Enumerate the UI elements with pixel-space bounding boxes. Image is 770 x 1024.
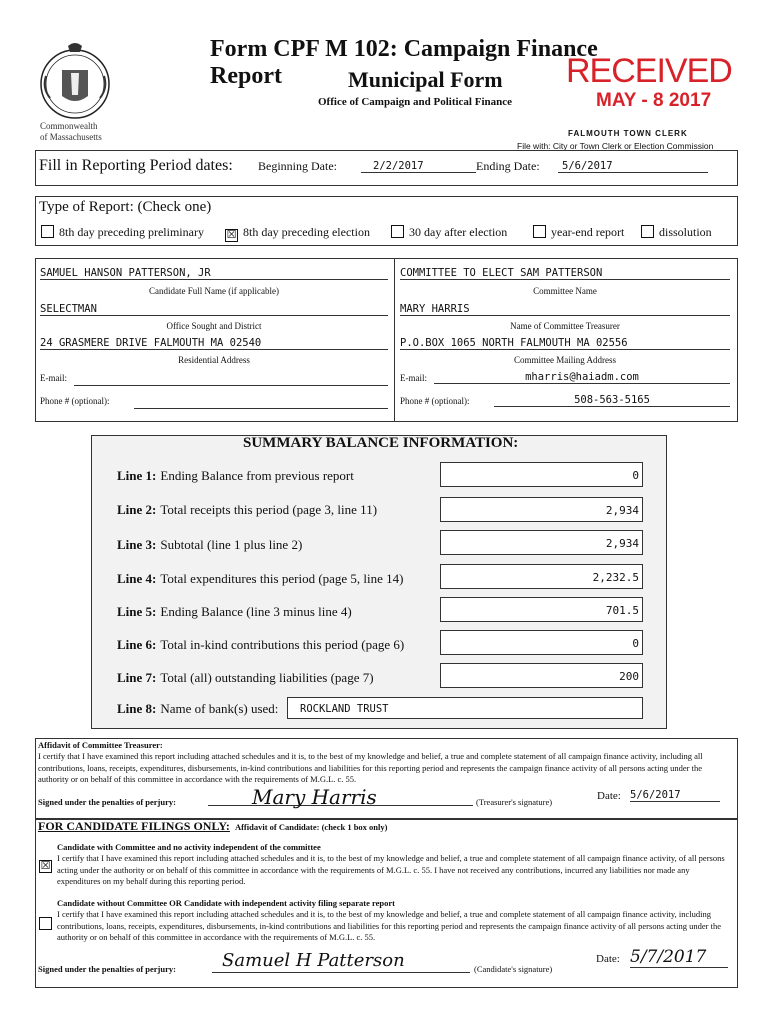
report-type-box <box>35 196 738 246</box>
report-type-option[interactable]: dissolution <box>641 225 712 240</box>
candidate-name-field[interactable]: SAMUEL HANSON PATTERSON, JR <box>40 267 388 280</box>
summary-value[interactable]: 200 <box>440 663 643 688</box>
summary-line: Line 5: Ending Balance (line 3 minus line 4) <box>117 604 352 619</box>
bank-name-field[interactable]: ROCKLAND TRUST <box>287 697 643 719</box>
summary-line: Line 1: Ending Balance from previous report <box>117 468 354 483</box>
treasurer-signature-caption: (Treasurer's signature) <box>476 797 553 807</box>
summary-line: Line 4: Total expenditures this period (page 5, line 14) <box>117 571 404 586</box>
treasurer-affidavit-heading: Affidavit of Committee Treasurer: <box>38 740 163 750</box>
begin-date-field[interactable]: 2/2/2017 <box>361 160 476 173</box>
treasurer-signature: Mary Harris <box>252 785 377 809</box>
summary-value[interactable]: 2,934 <box>440 530 643 555</box>
treasurer-signature-field[interactable] <box>208 785 473 809</box>
summary-line: Line 7: Total (all) outstanding liabilities (page 7) <box>117 670 374 685</box>
candidate-phone-label: Phone # (optional): <box>40 396 110 406</box>
report-type-option[interactable]: ☒ 8th day preceding election <box>226 225 370 241</box>
end-date-label: Ending Date: <box>476 159 540 173</box>
begin-date-label: Beginning Date: <box>258 159 337 173</box>
option2-checkbox[interactable] <box>39 917 52 930</box>
summary-line: Line 6: Total in-kind contributions this period (page 6) <box>117 637 405 652</box>
option2-title: Candidate without Committee OR Candidate with independent activity filing separate report <box>57 898 395 908</box>
checkbox[interactable] <box>391 225 404 238</box>
checkbox[interactable] <box>641 225 654 238</box>
report-type-option[interactable]: 8th day preceding preliminary <box>41 225 204 240</box>
summary-line: Line 3: Subtotal (line 1 plus line 2) <box>117 537 303 552</box>
checkbox[interactable]: ☒ <box>226 229 237 241</box>
committee-phone-field[interactable]: 508-563-5165 <box>494 394 730 407</box>
treasurer-name-label: Name of Committee Treasurer <box>510 321 620 331</box>
summary-line: Line 8: Name of bank(s) used: <box>117 701 279 716</box>
state-seal <box>38 40 112 120</box>
seal-caption: Commonwealth of Massachusetts <box>40 121 102 142</box>
office-sought-field[interactable]: SELECTMAN <box>40 303 388 316</box>
clerk-stamp: FALMOUTH TOWN CLERK <box>568 129 688 138</box>
summary-value[interactable]: 2,934 <box>440 497 643 522</box>
committee-name-label: Committee Name <box>533 286 597 296</box>
summary-value[interactable]: 0 <box>440 462 643 487</box>
checkbox[interactable] <box>533 225 546 238</box>
report-type-option[interactable]: 30 day after election <box>391 225 507 240</box>
summary-value[interactable]: 701.5 <box>440 597 643 622</box>
candidate-phone-field[interactable] <box>134 396 388 409</box>
committee-name-field[interactable]: COMMITTEE TO ELECT SAM PATTERSON <box>400 267 730 280</box>
candidate-signature: Samuel H Patterson <box>222 950 405 971</box>
option1-title: Candidate with Committee and no activity independent of the committee <box>57 842 321 852</box>
form-title: Form CPF M 102: Campaign Finance Report <box>210 36 598 89</box>
period-label: Fill in Reporting Period dates: <box>39 157 233 174</box>
period-box <box>35 150 738 186</box>
report-type-option[interactable]: year-end report <box>533 225 624 240</box>
residential-address-label: Residential Address <box>178 355 250 365</box>
candidate-name-label: Candidate Full Name (if applicable) <box>149 286 279 296</box>
candidate-signature-caption: (Candidate's signature) <box>474 964 553 974</box>
committee-phone-label: Phone # (optional): <box>400 396 470 406</box>
treasurer-date-field[interactable]: 5/6/2017 <box>630 789 720 802</box>
info-box <box>35 258 738 422</box>
residential-address-field[interactable]: 24 GRASMERE DRIVE FALMOUTH MA 02540 <box>40 337 388 350</box>
summary-value[interactable]: 0 <box>440 630 643 655</box>
candidate-date-label: Date: <box>596 953 620 965</box>
candidate-signed-label: Signed under the penalties of perjury: <box>38 964 176 974</box>
office-sought-label: Office Sought and District <box>166 321 262 331</box>
report-type-label: Type of Report: (Check one) <box>39 199 212 215</box>
summary-value[interactable]: 2,232.5 <box>440 564 643 589</box>
checkbox[interactable] <box>41 225 54 238</box>
committee-email-label: E-mail: <box>400 373 427 383</box>
candidate-date-field[interactable]: 5/7/2017 <box>630 947 728 968</box>
committee-email-field[interactable]: mharris@haiadm.com <box>434 371 730 384</box>
candidate-email-field[interactable] <box>74 373 388 386</box>
option1-checkbox[interactable]: ☒ <box>40 860 51 872</box>
end-date-field[interactable]: 5/6/2017 <box>558 160 708 173</box>
summary-line: Line 2: Total receipts this period (page 3, line 11) <box>117 502 378 517</box>
received-stamp: RECEIVED <box>566 52 732 90</box>
treasurer-date-label: Date: <box>597 790 621 802</box>
received-date: MAY - 8 2017 <box>596 90 712 111</box>
mailing-address-field[interactable]: P.O.BOX 1065 NORTH FALMOUTH MA 02556 <box>400 337 730 350</box>
option2-text: I certify that I have examined this report including attached schedules and it is, to the best of my knowledge and belief, a true and complete statement of all campaign finance activity, including contributions, loans, receipts, expenditures, disbursements, in-kind contributions and liabilities for this reporting period and represents the campaign finance activity of all persons acting under the authority or on behalf of this committee in accordance with the requirements of M.G.L. c. 55. <box>57 909 722 942</box>
option1-text: I certify that I have examined this report including attached schedules and it is, to the best of my knowledge and belief, a true and complete statement of all campaign finance activity, of all persons acting under the authority or on behalf of this committee in accordance with the requirements of M.G.L. c. 55. I have not received any contributions, incurred any liabilities nor made any expenditures on my behalf during this reporting period. <box>57 853 725 886</box>
office-name: Office of Campaign and Political Finance <box>318 96 513 108</box>
treasurer-name-field[interactable]: MARY HARRIS <box>400 303 730 316</box>
file-with: File with: City or Town Clerk or Election Commission <box>517 141 714 151</box>
summary-title: SUMMARY BALANCE INFORMATION: <box>243 435 519 451</box>
form-subtitle: Municipal Form <box>348 67 503 92</box>
candidate-signature-field[interactable] <box>212 950 470 973</box>
mailing-address-label: Committee Mailing Address <box>514 355 616 365</box>
candidate-filings-heading: FOR CANDIDATE FILINGS ONLY: Affidavit of Candidate: (check 1 box only) <box>38 819 388 833</box>
treasurer-affidavit-text: I certify that I have examined this report including attached schedules and it is, to the best of my knowledge and belief, a true and complete statement of all campaign finance activity, including all contributions, loans, receipts, expenditures, disbursements, in-kind contributions and liabilities for this reporting period and represents the campaign finance activity of all persons acting under the authority or on behalf of this committee in accordance with the requirements of M.G.L. c. 55. <box>38 751 703 784</box>
treasurer-signed-label: Signed under the penalties of perjury: <box>38 797 176 807</box>
candidate-email-label: E-mail: <box>40 373 67 383</box>
column-divider <box>394 259 395 421</box>
